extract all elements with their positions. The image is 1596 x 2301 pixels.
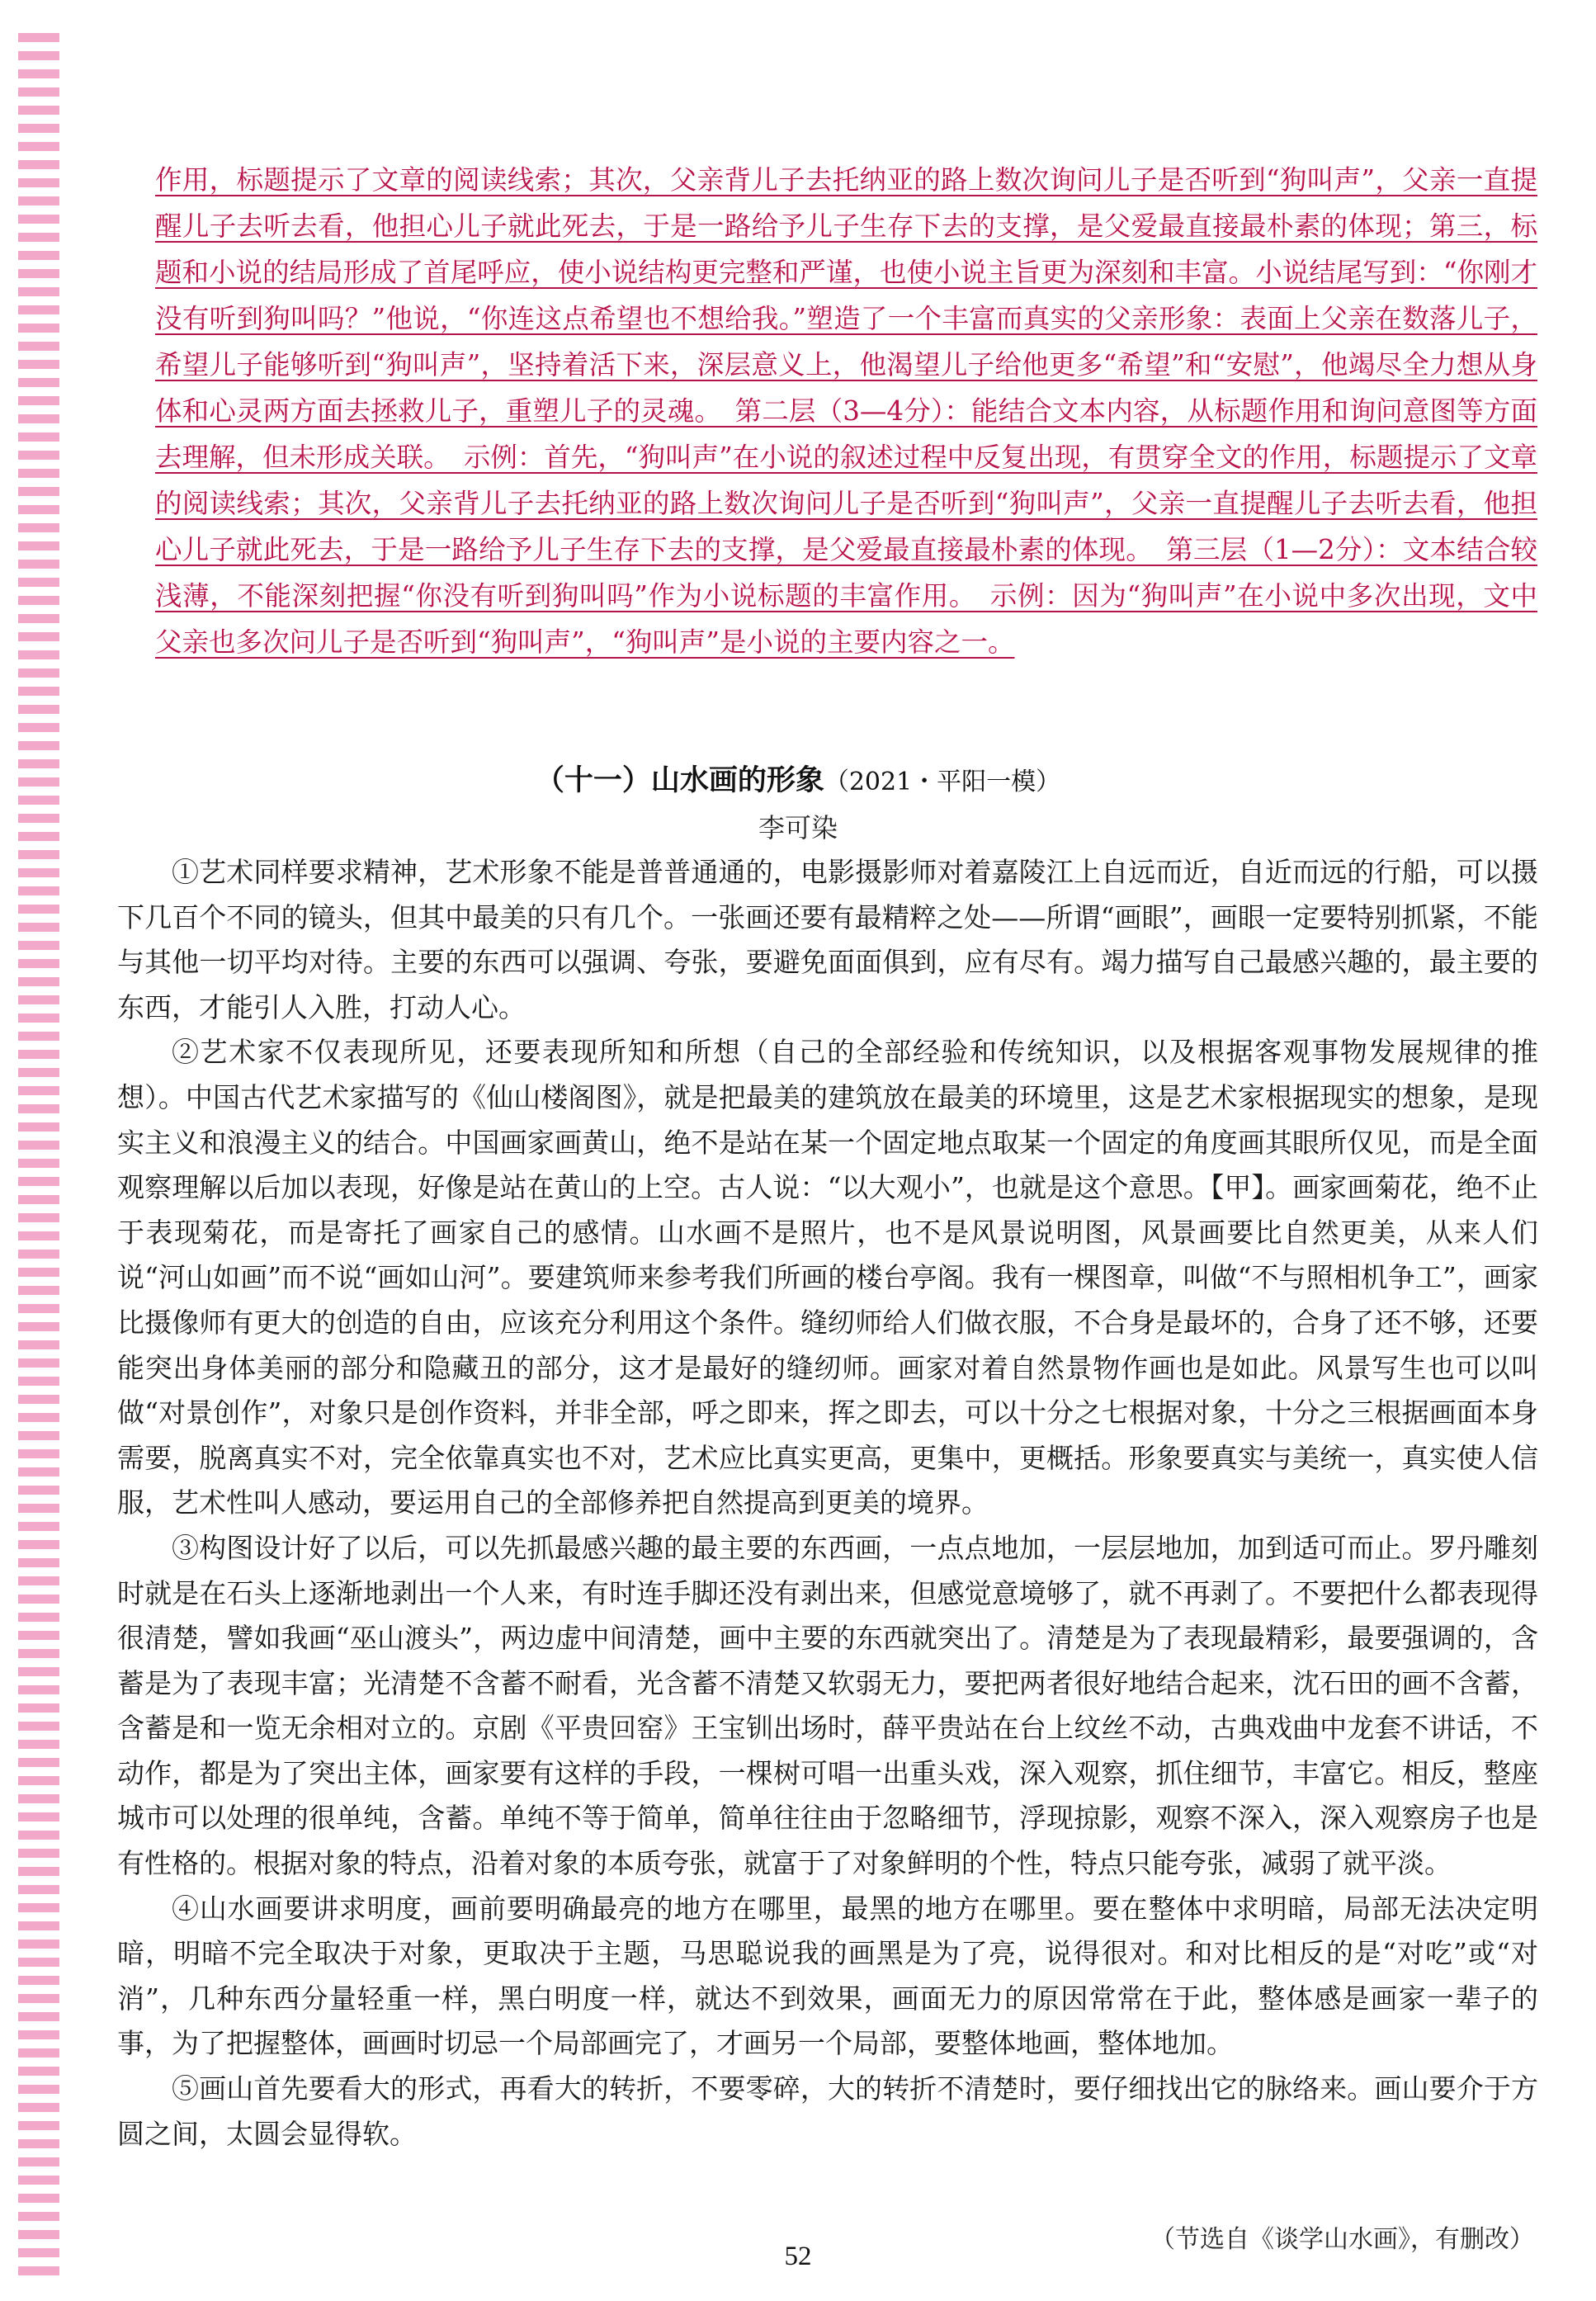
paragraph-2: ②艺术家不仅表现所见，还要表现所知和所想（自己的全部经验和传统知识，以及根据客观事物发展规律的推想）。中国古代艺术家描写的《仙山楼阁图》，就是把最美的建筑放在最美的环境里，这是艺术家根据现实的想象，是现实主义和浪漫主义的结合。中国画家画黄山，绝不是站在某一个固定地点取某一个固定的角度画其眼所仅见，而是全面观察理解以后加以表现，好像是站在黄山的上空。古人说：“以大观小”，也就是这个意思。【甲】。画家画菊花，绝不止于表现菊花，而是寄托了画家自己的感情。山水画不是照片，也不是风景说明图，风景画要比自然更美，从来人们说“河山如画”而不说“画如山河”。要建筑师来参考我们所画的楼台亭阁。我有一棵图章，叫做“不与照相机争工”，画家比摄像师有更大的创造的自由，应该充分利用这个条件。缝纫师给人们做衣服，不合身是最坏的，合身了还不够，还要能突出身体美丽的部分和隐藏丑的部分，这才是最好的缝纫师。画家对着自然景物作画也是如此。风景写生也可以叫做“对景创作”，对象只是创作资料，并非全部，呼之即来，挥之即去，可以十分之七根据对象，十分之三根据画面本身需要，脱离真实不对，完全依靠真实也不对，艺术应比真实更高，更集中，更概括。形象要真实与美统一，真实使人信服，艺术性叫人感动，要运用自己的全部修养把自然提高到更美的境界。 xyxy=(117,1036,1538,1519)
essay-body xyxy=(117,850,1538,2157)
section-title-source: （2021・平阳一模） xyxy=(824,768,1061,796)
author-name: 李可染 xyxy=(758,812,838,843)
answer-key-text xyxy=(155,157,1537,665)
page-number: 52 xyxy=(784,2242,812,2271)
margin-stripe-decoration xyxy=(18,33,59,2278)
section-title xyxy=(0,758,1596,799)
source-credit: （节选自《谈学山水画》，有删改） xyxy=(1150,2225,1534,2254)
paragraph-1: ①艺术同样要求精神，艺术形象不能是普普通通的，电影摄影师对着嘉陵江上自远而近，自近而远的行船，可以摄下几百个不同的镜头，但其中最美的只有几个。一张画还要有最精粹之处——所谓“画眼”，画眼一定要特别抓紧，不能与其他一切平均对待。主要的东西可以强调、夸张，要避免面面俱到，应有尽有。竭力描写自己最感兴趣的，最主要的东西，才能引人入胜，打动人心。 xyxy=(117,856,1538,1023)
paragraph-3: ③构图设计好了以后，可以先抓最感兴趣的最主要的东西画，一点点地加，一层层地加，加到适可而止。罗丹雕刻时就是在石头上逐渐地剥出一个人来，有时连手脚还没有剥出来，但感觉意境够了，就不再剥了。不要把什么都表现得很清楚，譬如我画“巫山渡头”，两边虚中间清楚，画中主要的东西就突出了。清楚是为了表现最精彩，最要强调的，含蓄是为了表现丰富；光清楚不含蓄不耐看，光含蓄不清楚又软弱无力，要把两者很好地结合起来，沈石田的画不含蓄，含蓄是和一览无余相对立的。京剧《平贵回窑》王宝钏出场时，薛平贵站在台上纹丝不动，古典戏曲中龙套不讲话，不动作，都是为了突出主体，画家要有这样的手段，一棵树可唱一出重头戏，深入观察，抓住细节，丰富它。相反，整座城市可以处理的很单纯，含蓄。单纯不等于简单，简单往往由于忽略细节，浮现掠影，观察不深入，深入观察房子也是有性格的。根据对象的特点，沿着对象的本质夸张，就富于了对象鲜明的个性，特点只能夸张，减弱了就平淡。 xyxy=(117,1531,1538,1880)
answer-key-underlined: 作用，标题提示了文章的阅读线索；其次，父亲背儿子去托纳亚的路上数次询问儿子是否听到“狗叫声”，父亲一直提醒儿子去听去看，他担心儿子就此死去，于是一路给予儿子生存下去的支撑，是父爱最直接最朴素的体现；第三，标题和小说的结局形成了首尾呼应，使小说结构更完整和严谨，也使小说主旨更为深刻和丰富。小说结尾写到：“你刚才没有听到狗叫吗？”他说，“你连这点希望也不想给我。”塑造了一个丰富而真实的父亲形象：表面上父亲在数落儿子，希望儿子能够听到“狗叫声”，坚持着活下来，深层意义上，他渴望儿子给他更多“希望”和“安慰”，他竭尽全力想从身体和心灵两方面去拯救儿子，重塑儿子的灵魂。 第二层（3—4分）：能结合文本内容，从标题作用和询问意图等方面去理解，但未形成关联。 示例：首先，“狗叫声”在小说的叙述过程中反复出现，有贯穿全文的作用，标题提示了文章的阅读线索；其次，父亲背儿子去托纳亚的路上数次询问儿子是否听到“狗叫声”，父亲一直提醒儿子去听去看，他担心儿子就此死去，于是一路给予儿子生存下去的支撑，是父爱最直接最朴素的体现。 第三层（1—2分）：文本结合较浅薄，不能深刻把握“你没有听到狗叫吗”作为小说标题的丰富作用。 示例：因为“狗叫声”在小说中多次出现，文中父亲也多次问儿子是否听到“狗叫声”，“狗叫声”是小说的主要内容之一。 xyxy=(155,164,1537,658)
paragraph-5: ⑤画山首先要看大的形式，再看大的转折，不要零碎，大的转折不清楚时，要仔细找出它的脉络来。画山要介于方圆之间，太圆会显得软。 xyxy=(117,2072,1538,2150)
paragraph-4: ④山水画要讲求明度，画前要明确最亮的地方在哪里，最黑的地方在哪里。要在整体中求明暗，局部无法决定明暗，明暗不完全取决于对象，更取决于主题，马思聪说我的画黑是为了亮，说得很对。和对比相反的是“对吃”或“对消”，几种东西分量轻重一样，黑白明度一样，就达不到效果，画面无力的原因常常在于此，整体感是画家一辈子的事，为了把握整体，画画时切忌一个局部画完了，才画另一个局部，要整体地画，整体地加。 xyxy=(117,1892,1538,2060)
section-title-main: （十一）山水画的形象 xyxy=(535,763,824,797)
